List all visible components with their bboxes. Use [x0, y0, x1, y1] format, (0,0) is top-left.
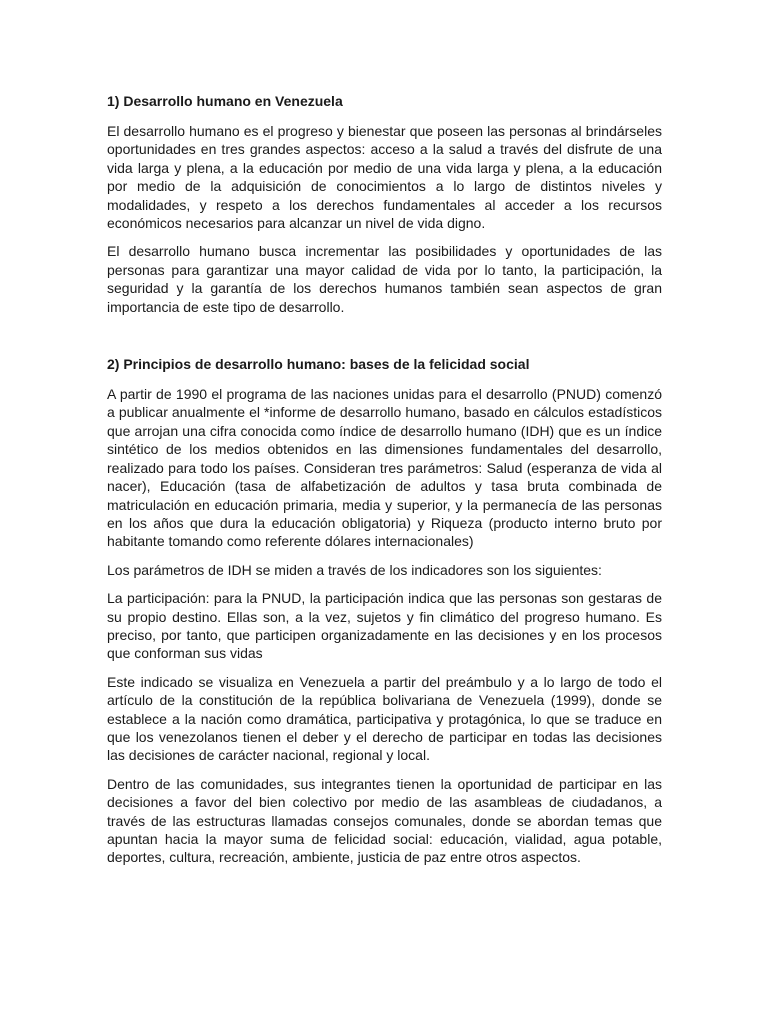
section-1-heading: 1) Desarrollo humano en Venezuela: [107, 93, 343, 109]
section-2-paragraph-4: Este indicado se visualiza en Venezuela a partir del preámbulo y a lo largo de todo el artículo de la constitución de la república bolivariana de Venezuela (1999), donde se establece a la nación como dramática, participativa y protagónica, lo que se traduce en que los venezolanos tienen el deber y el derecho de participar en todas las decisiones las decisiones de carácter nacional, regional y local.: [107, 673, 662, 764]
section-1-paragraph-1: El desarrollo humano es el progreso y bienestar que poseen las personas al brindárseles oportunidades en tres grandes aspectos: acceso a la salud a través del disfrute de una vida larga y plena, a la educación por medio de una vida larga y plena, a la educación por medio de la adquisición de conocimientos a lo largo de distintos niveles y modalidades, y respeto a los derechos fundamentales al acceder a los recursos económicos necesarios para alcanzar un nivel de vida digno.: [107, 123, 662, 232]
section-2-paragraph-2: Los parámetros de IDH se miden a través de los indicadores son los siguientes:: [107, 561, 602, 578]
document-page: [107, 92, 662, 877]
section-spacer: [107, 326, 662, 355]
section-2-heading: 2) Principios de desarrollo humano: bases de la felicidad social: [107, 356, 530, 373]
section-2-paragraph-5: Dentro de las comunidades, sus integrantes tienen la oportunidad de participar en las decisiones a favor del bien colectivo por medio de las asambleas de ciudadanos, a través de las estructuras llamadas consejos comunales, donde se abordan temas que apuntan hacia la mayor suma de felicidad social: educación, vialidad, agua potable, deportes, cultura, recreación, ambiente, justicia de paz entre otros aspectos.: [107, 775, 662, 866]
section-2-paragraph-1: A partir de 1990 el programa de las naciones unidas para el desarrollo (PNUD) comenzó a publicar anualmente el *informe de desarrollo humano, basado en cálculos estadísticos que arrojan una cifra conocida como índice de desarrollo humano (IDH) que es un índice sintético de los medios obtenidos en las dimensiones fundamentales del desarrollo, realizado para todo los países. Consideran tres parámetros: Salud (esperanza de vida al nacer), Educación (tasa de alfabetización de adultos y tasa bruta combinada de matriculación en educación primaria, media y superior, y la permanecía de las personas en los años que dura la educación obligatoria) y Riqueza (producto interno bruto por habitante tomando como referente dólares internacionales): [107, 386, 662, 550]
section-2-paragraph-3: La participación: para la PNUD, la participación indica que las personas son gestaras de su propio destino. Ellas son, a la vez, sujetos y fin climático del progreso humano. Es preciso, por tanto, que participen organizadamente en las decisiones y en los procesos que conforman sus vidas: [107, 590, 662, 662]
section-1-paragraph-2: El desarrollo humano busca incrementar las posibilidades y oportunidades de las personas para garantizar una mayor calidad de vida por lo tanto, la participación, la seguridad y la garantía de los derechos humanos también sean aspectos de gran importancia de este tipo de desarrollo.: [107, 243, 662, 315]
